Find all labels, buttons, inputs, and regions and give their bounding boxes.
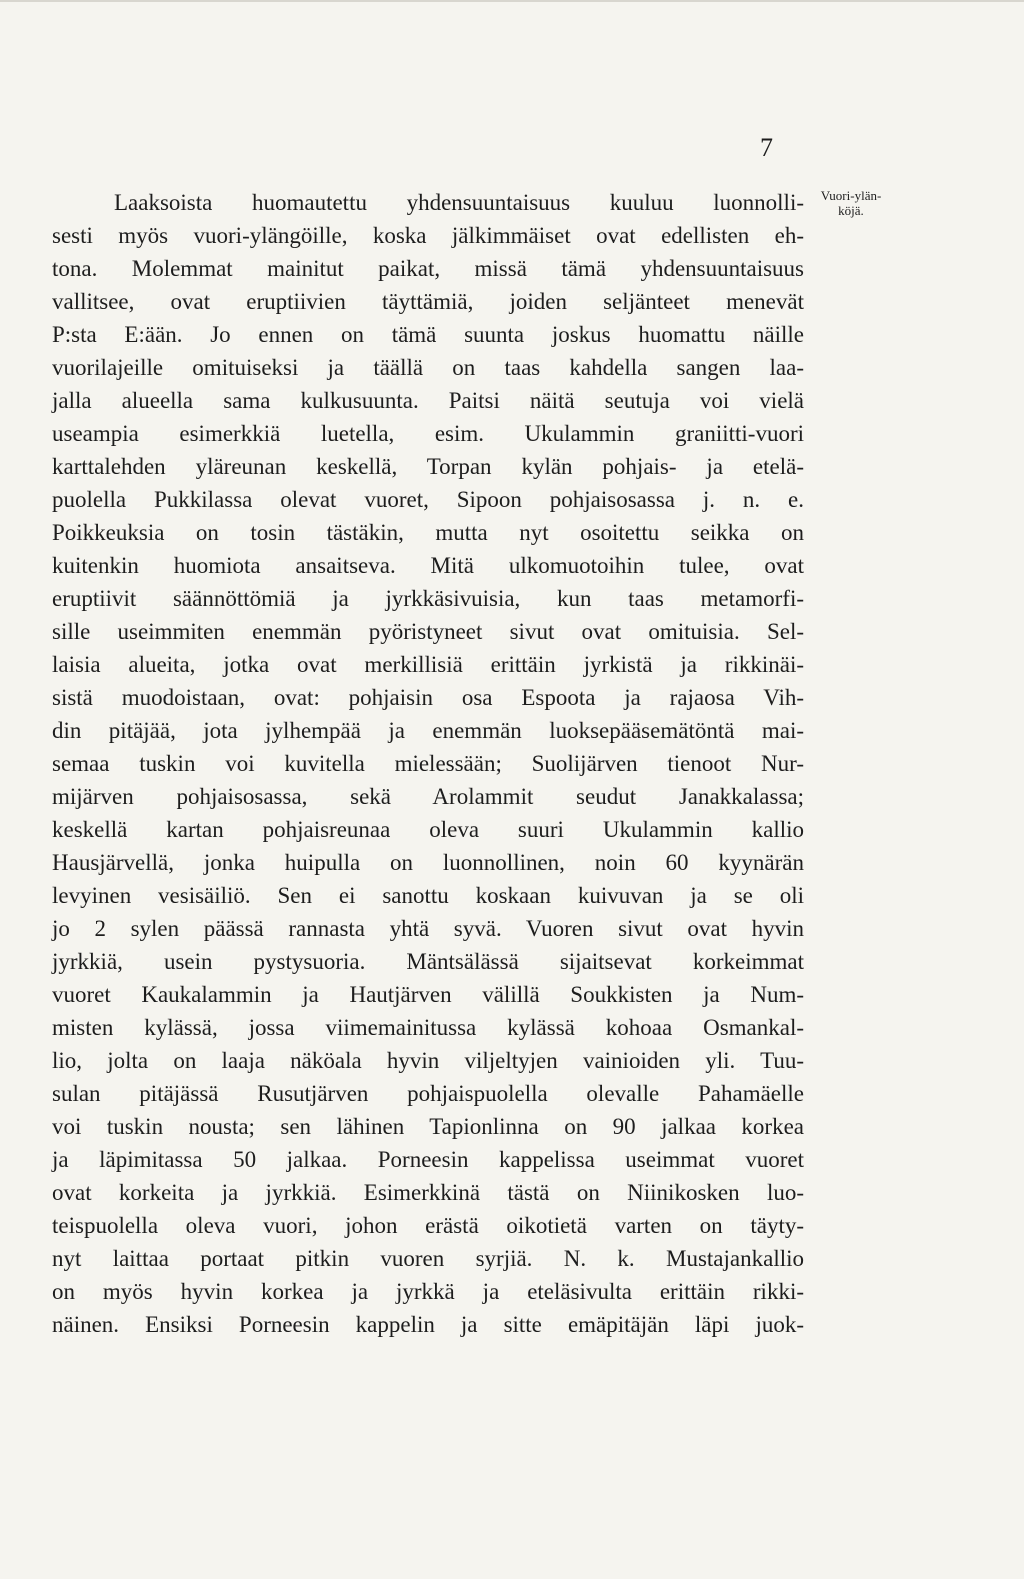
- text-line: sesti myös vuori-ylängöille, koska jälkimmäiset ovat edellisten eh-: [52, 223, 804, 248]
- text-line: jyrkkiä, usein pystysuoria. Mäntsälässä sijaitsevat korkeimmat: [52, 949, 804, 974]
- text-line: useampia esimerkkiä luetella, esim. Ukulammin graniitti-vuori: [52, 421, 804, 446]
- body-text: [52, 186, 804, 1341]
- text-line: laisia alueita, jotka ovat merkillisiä erittäin jyrkistä ja rikkinäi-: [52, 652, 804, 677]
- text-line: nyt laittaa portaat pitkin vuoren syrjiä. N. k. Mustajankallio: [52, 1246, 804, 1271]
- text-line: sille useimmiten enemmän pyöristyneet sivut ovat omituisia. Sel-: [52, 619, 804, 644]
- text-line: näinen. Ensiksi Porneesin kappelin ja sitte emäpitäjän läpi juok-: [52, 1312, 804, 1337]
- text-line: sulan pitäjässä Rusutjärven pohjaispuolella olevalle Pahamäelle: [52, 1081, 804, 1106]
- margin-note: [806, 188, 896, 218]
- text-line: ovat korkeita ja jyrkkiä. Esimerkkinä tästä on Niinikosken luo-: [52, 1180, 804, 1205]
- text-line: din pitäjää, jota jylhempää ja enemmän luoksepääsemätöntä mai-: [52, 718, 804, 743]
- text-line: vallitsee, ovat eruptiivien täyttämiä, joiden seljänteet menevät: [52, 289, 804, 314]
- text-line: ja läpimitassa 50 jalkaa. Porneesin kappelissa useimmat vuoret: [52, 1147, 804, 1172]
- text-line: puolella Pukkilassa olevat vuoret, Sipoon pohjaisosassa j. n. e.: [52, 487, 804, 512]
- text-line: tona. Molemmat mainitut paikat, missä tämä yhdensuuntaisuus: [52, 256, 804, 281]
- text-line: mijärven pohjaisosassa, sekä Arolammit seudut Janakkalassa;: [52, 784, 804, 809]
- text-line: misten kylässä, jossa viimemainitussa kylässä kohoaa Osmankal-: [52, 1015, 804, 1040]
- top-edge-rule: [0, 0, 1024, 2]
- text-line: Poikkeuksia on tosin tästäkin, mutta nyt osoitettu seikka on: [52, 520, 804, 545]
- text-line: jo 2 sylen päässä rannasta yhtä syvä. Vuoren sivut ovat hyvin: [52, 916, 804, 941]
- text-line: on myös hyvin korkea ja jyrkkä ja eteläsivulta erittäin rikki-: [52, 1279, 804, 1304]
- page-number: 7: [760, 133, 773, 162]
- text-line: sistä muodoistaan, ovat: pohjaisin osa Espoota ja rajaosa Vih-: [52, 685, 804, 710]
- text-line: keskellä kartan pohjaisreunaa oleva suuri Ukulammin kallio: [52, 817, 804, 842]
- margin-note-line: Vuori-ylän-: [820, 188, 882, 203]
- text-line: P:sta E:ään. Jo ennen on tämä suunta joskus huomattu näille: [52, 322, 804, 347]
- text-line: lio, jolta on laaja näköala hyvin viljeltyjen vainioiden yli. Tuu-: [52, 1048, 804, 1073]
- text-line: vuoret Kaukalammin ja Hautjärven välillä Soukkisten ja Num-: [52, 982, 804, 1007]
- text-line: vuorilajeille omituiseksi ja täällä on taas kahdella sangen laa-: [52, 355, 804, 380]
- margin-note-line: köjä.: [838, 203, 864, 218]
- text-line: Hausjärvellä, jonka huipulla on luonnollinen, noin 60 kyynärän: [52, 850, 804, 875]
- text-line: semaa tuskin voi kuvitella mielessään; Suolijärven tienoot Nur-: [52, 751, 804, 776]
- text-line: voi tuskin nousta; sen lähinen Tapionlinna on 90 jalkaa korkea: [52, 1114, 804, 1139]
- text-line: kuitenkin huomiota ansaitseva. Mitä ulkomuotoihin tulee, ovat: [52, 553, 804, 578]
- text-line: levyinen vesisäiliö. Sen ei sanottu koskaan kuivuvan ja se oli: [52, 883, 804, 908]
- text-line: Laaksoista huomautettu yhdensuuntaisuus kuuluu luonnolli-: [114, 190, 804, 215]
- text-line: jalla alueella sama kulkusuunta. Paitsi näitä seutuja voi vielä: [52, 388, 804, 413]
- text-line: eruptiivit säännöttömiä ja jyrkkäsivuisia, kun taas metamorfi-: [52, 586, 804, 611]
- text-line: karttalehden yläreunan keskellä, Torpan kylän pohjais- ja etelä-: [52, 454, 804, 479]
- text-line: teispuolella oleva vuori, johon erästä oikotietä varten on täyty-: [52, 1213, 804, 1238]
